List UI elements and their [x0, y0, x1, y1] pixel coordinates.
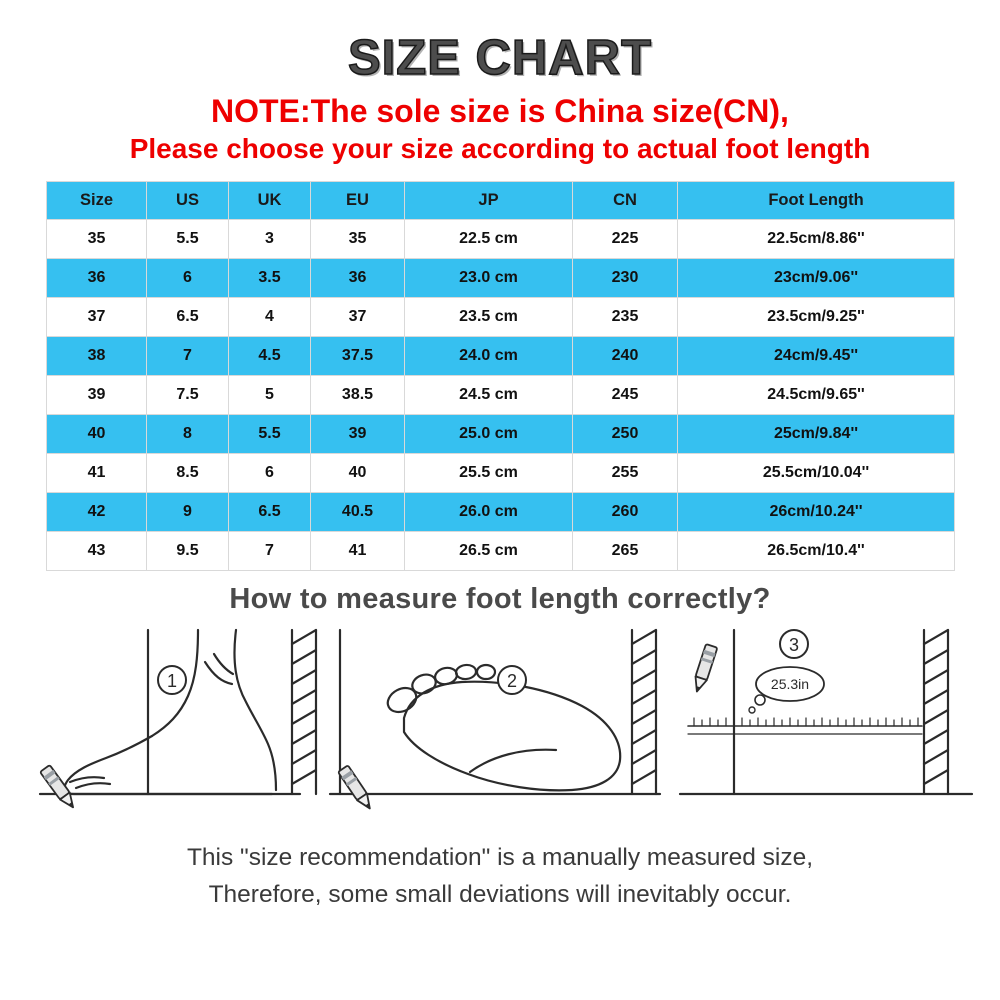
measure-heading: How to measure foot length correctly? — [229, 582, 771, 615]
table-cell: 37 — [311, 297, 405, 336]
table-cell: 37 — [47, 297, 147, 336]
step-3-number: 3 — [788, 634, 800, 655]
table-header-cell: UK — [229, 181, 311, 219]
table-cell: 38.5 — [311, 375, 405, 414]
table-cell: 265 — [573, 531, 678, 570]
table-cell: 8 — [147, 414, 229, 453]
table-cell: 39 — [311, 414, 405, 453]
size-table-container — [46, 181, 954, 571]
table-row — [47, 375, 955, 414]
table-cell: 43 — [47, 531, 147, 570]
step-1-illustration — [40, 630, 316, 822]
table-cell: 24.5 cm — [405, 375, 573, 414]
table-cell: 240 — [573, 336, 678, 375]
table-cell: 3 — [229, 219, 311, 258]
table-cell: 245 — [573, 375, 678, 414]
table-cell: 4 — [229, 297, 311, 336]
step-3-illustration — [680, 630, 972, 794]
table-cell: 255 — [573, 453, 678, 492]
table-cell: 40.5 — [311, 492, 405, 531]
table-cell: 23.0 cm — [405, 258, 573, 297]
table-cell: 8.5 — [147, 453, 229, 492]
table-cell: 41 — [311, 531, 405, 570]
table-row — [47, 453, 955, 492]
table-cell: 35 — [311, 219, 405, 258]
table-cell: 26cm/10.24'' — [678, 492, 955, 531]
table-cell: 22.5cm/8.86'' — [678, 219, 955, 258]
table-cell: 40 — [311, 453, 405, 492]
table-cell: 3.5 — [229, 258, 311, 297]
table-cell: 7 — [147, 336, 229, 375]
table-cell: 25.5 cm — [405, 453, 573, 492]
measure-illustration-svg — [0, 622, 1000, 822]
table-cell: 25.5cm/10.04'' — [678, 453, 955, 492]
table-cell: 6 — [147, 258, 229, 297]
table-cell: 230 — [573, 258, 678, 297]
table-row — [47, 492, 955, 531]
table-cell: 250 — [573, 414, 678, 453]
step-2-illustration — [330, 630, 660, 812]
table-cell: 35 — [47, 219, 147, 258]
table-cell: 26.5 cm — [405, 531, 573, 570]
table-cell: 225 — [573, 219, 678, 258]
illustrations — [0, 622, 1000, 822]
table-cell: 26.0 cm — [405, 492, 573, 531]
table-cell: 6.5 — [229, 492, 311, 531]
table-row — [47, 336, 955, 375]
table-cell: 25cm/9.84'' — [678, 414, 955, 453]
table-cell: 23cm/9.06'' — [678, 258, 955, 297]
page-title: SIZE CHART — [348, 31, 652, 85]
size-table — [46, 181, 955, 571]
footer-line-1: This "size recommendation" is a manually measured size, — [186, 843, 814, 871]
bubble-value: 25.3in — [770, 675, 810, 692]
table-cell: 42 — [47, 492, 147, 531]
table-row — [47, 258, 955, 297]
footer-line-2: Therefore, some small deviations will inevitably occur. — [208, 880, 792, 908]
table-cell: 5.5 — [229, 414, 311, 453]
table-cell: 7.5 — [147, 375, 229, 414]
table-header-cell: JP — [405, 181, 573, 219]
table-cell: 6 — [229, 453, 311, 492]
table-cell: 36 — [47, 258, 147, 297]
step-2-number: 2 — [506, 670, 518, 691]
table-cell: 40 — [47, 414, 147, 453]
table-cell: 39 — [47, 375, 147, 414]
table-cell: 260 — [573, 492, 678, 531]
table-cell: 25.0 cm — [405, 414, 573, 453]
table-row — [47, 219, 955, 258]
table-cell: 5.5 — [147, 219, 229, 258]
table-cell: 4.5 — [229, 336, 311, 375]
table-cell: 24cm/9.45'' — [678, 336, 955, 375]
table-header-cell: US — [147, 181, 229, 219]
table-cell: 24.5cm/9.65'' — [678, 375, 955, 414]
footer-note — [0, 840, 1000, 914]
table-header-cell: CN — [573, 181, 678, 219]
table-header-row — [47, 181, 955, 219]
table-header-cell: EU — [311, 181, 405, 219]
table-header-cell: Foot Length — [678, 181, 955, 219]
table-cell: 235 — [573, 297, 678, 336]
table-row — [47, 531, 955, 570]
title-block — [0, 0, 1000, 165]
table-row — [47, 414, 955, 453]
table-cell: 6.5 — [147, 297, 229, 336]
table-cell: 9 — [147, 492, 229, 531]
table-cell: 41 — [47, 453, 147, 492]
table-cell: 23.5 cm — [405, 297, 573, 336]
note-line-2: Please choose your size according to actual foot length — [129, 132, 871, 164]
table-cell: 22.5 cm — [405, 219, 573, 258]
table-cell: 9.5 — [147, 531, 229, 570]
table-cell: 38 — [47, 336, 147, 375]
table-header-cell: Size — [47, 181, 147, 219]
table-cell: 37.5 — [311, 336, 405, 375]
table-cell: 24.0 cm — [405, 336, 573, 375]
step-1-number: 1 — [166, 670, 178, 691]
table-cell: 5 — [229, 375, 311, 414]
table-cell: 26.5cm/10.4'' — [678, 531, 955, 570]
table-row — [47, 297, 955, 336]
table-cell: 7 — [229, 531, 311, 570]
table-cell: 36 — [311, 258, 405, 297]
table-cell: 23.5cm/9.25'' — [678, 297, 955, 336]
note-line-1: NOTE:The sole size is China size(CN), — [211, 93, 789, 129]
